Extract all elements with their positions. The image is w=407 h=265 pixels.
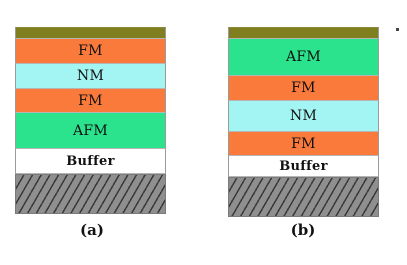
layer-label: Buffer — [279, 158, 328, 174]
layer-label: FM — [78, 43, 103, 59]
layer-label: FM — [291, 80, 316, 96]
nm-layer-a — [15, 64, 166, 89]
corner-dot — [396, 28, 399, 31]
layer-label: NM — [289, 108, 318, 124]
layer-label: AFM — [285, 49, 322, 65]
substrate-b — [228, 177, 379, 217]
cap-layer-b — [228, 27, 379, 39]
afm-layer-b — [228, 39, 379, 76]
layer-stack-a — [15, 27, 166, 214]
fm-layer-b — [228, 132, 379, 156]
caption-a: (a) — [80, 221, 104, 239]
layer-label: Buffer — [66, 153, 115, 169]
buffer-layer-a — [15, 149, 166, 174]
fm-layer-a — [15, 39, 166, 64]
nm-layer-b — [228, 101, 379, 132]
afm-layer-a — [15, 113, 166, 149]
layer-stack-b — [228, 27, 379, 217]
fm-layer-a — [15, 89, 166, 113]
layer-label: AFM — [72, 122, 109, 139]
layer-label: FM — [291, 135, 316, 152]
fm-layer-b — [228, 76, 379, 101]
substrate-a — [15, 174, 166, 214]
caption-b: (b) — [290, 221, 316, 239]
layer-label: NM — [76, 68, 105, 84]
cap-layer-a — [15, 27, 166, 39]
buffer-layer-b — [228, 156, 379, 177]
layer-label: FM — [78, 92, 103, 109]
